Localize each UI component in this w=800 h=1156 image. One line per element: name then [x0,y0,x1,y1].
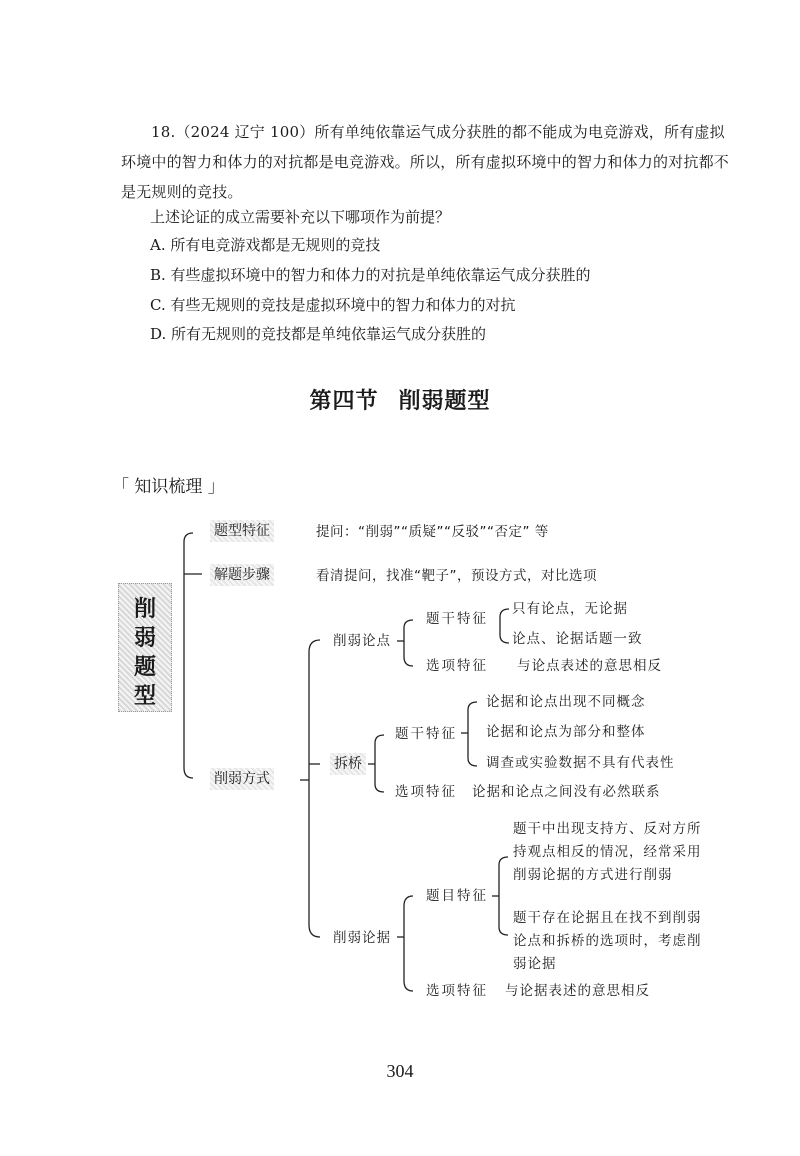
page-number: 304 [386,1061,414,1081]
weaken-point-option-label: 选项特征 [426,658,488,674]
weaken-point-label: 削弱论点 [333,633,391,649]
bridge-stem-item: 论据和论点出现不同概念 [486,694,646,710]
bridge-option-label: 选项特征 [395,784,457,800]
question-stem: 18.（2024 辽宁 100）所有单纯依靠运气成分获胜的都不能成为电竞游戏，所有虚拟环境中的智力和体力的对抗都是电竞游戏。所以，所有虚拟环境中的智力和体力的对抗都不是无规则的竞技。 [121,123,730,201]
section-number: 第四节 [309,389,379,414]
weaken-point-stem-item: 只有论点，无论据 [512,601,628,617]
bridge-stem-item: 论据和论点为部分和整体 [486,724,646,740]
option-c: C. 有些无规则的竞技是虚拟环境中的智力和体力的对抗 [150,296,516,314]
bridge-stem-label: 题干特征 [395,726,457,742]
root-bracket [184,533,193,778]
methods-bracket [309,640,320,937]
option-a: A. 所有电竞游戏都是无规则的竞技 [150,236,381,254]
option-b: B. 有些虚拟环境中的智力和体力的对抗是单纯依靠运气成分获胜的 [150,266,591,284]
root-char: 削 [133,597,156,622]
root-char: 弱 [133,626,156,651]
section-name: 削弱题型 [398,389,491,414]
knowledge-heading: 「 知识梳理 」 [112,477,225,497]
root-char: 型 [133,684,156,709]
bridge-label: 拆桥 [330,753,366,775]
weaken-evidence-label: 削弱论据 [333,930,391,946]
root-char: 题 [133,655,156,680]
steps-text: 看清提问，找准“靶子”，预设方式，对比选项 [316,568,597,584]
weaken-evidence-stem-item: 题干存在论据且在找不到削弱论点和拆桥的选项时，考虑削弱论据 [513,910,702,972]
bridge-option-text: 论据和论点之间没有必然联系 [472,784,661,800]
weaken-evidence-stem-label: 题目特征 [426,888,488,904]
weaken-evidence-option-text: 与论据表述的意思相反 [505,983,650,999]
steps-label: 解题步骤 [210,564,274,586]
type-feature-text: 提问：“削弱”“质疑”“反驳”“否定” 等 [316,524,549,540]
weaken-point-stem-item: 论点、论据话题一致 [512,631,643,647]
weaken-evidence-stem-item: 题干中出现支持方、反对方所持观点相反的情况，经常采用削弱论据的方式进行削弱 [513,821,702,883]
weaken-evidence-option-label: 选项特征 [426,983,488,999]
type-feature-label: 题型特征 [210,520,274,542]
bridge-stem-item: 调查或实验数据不具有代表性 [486,755,675,771]
question-ask: 上述论证的成立需要补充以下哪项作为前提？ [150,208,451,226]
weaken-point-option-text: 与论点表述的意思相反 [517,658,662,674]
methods-label: 削弱方式 [210,768,274,790]
option-d: D. 所有无规则的竞技都是单纯依靠运气成分获胜的 [150,325,487,343]
weaken-point-stem-label: 题干特征 [426,611,488,627]
